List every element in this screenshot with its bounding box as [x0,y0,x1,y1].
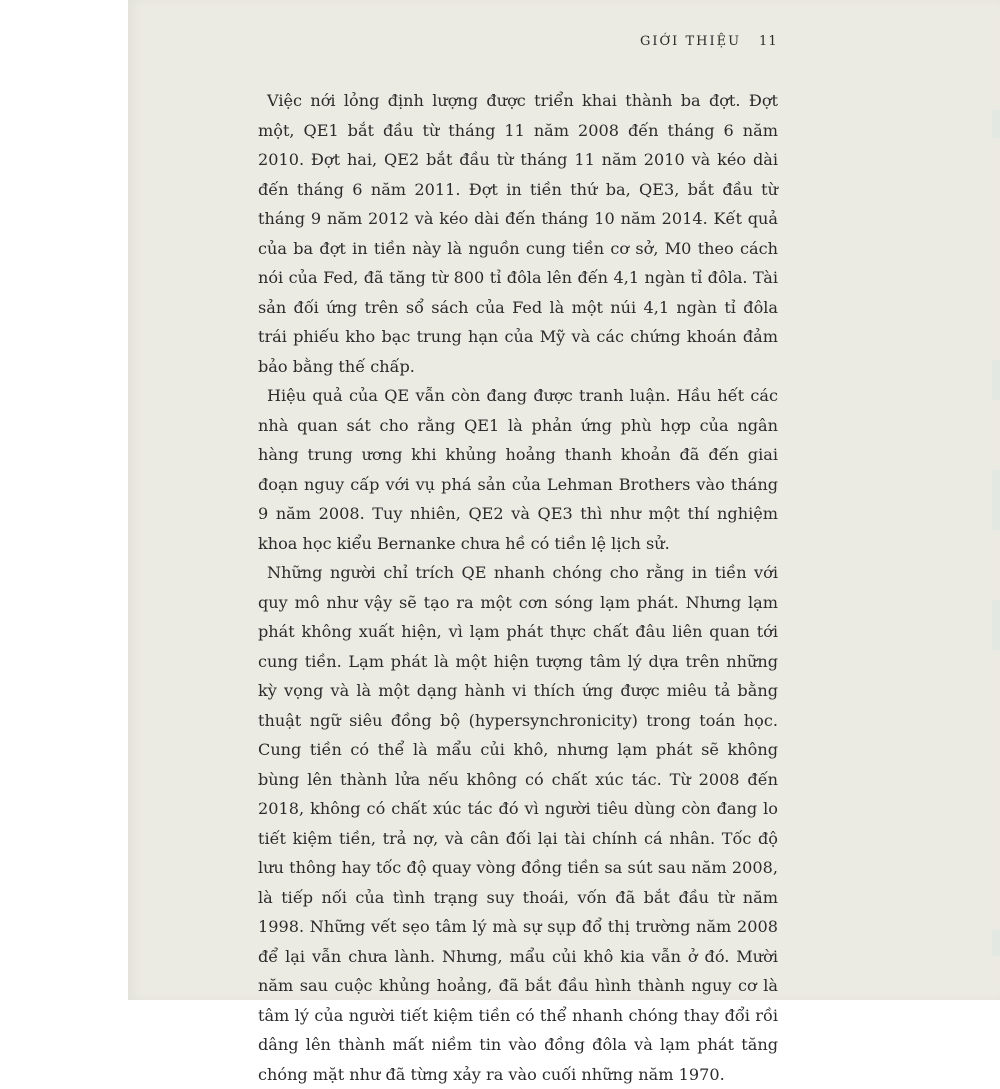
show-through-mark [992,600,1000,650]
show-through-mark [992,470,1000,530]
paragraph: Những người chỉ trích QE nhanh chóng cho rằng in tiền với quy mô như vậy sẽ tạo ra một cơn sóng lạm phát. Nhưng lạm phát không xuất hiện, vì lạm phát thực chất đâu liên quan tới cung tiền. Lạm phát là một hiện tượng tâm lý dựa trên những kỳ vọng và là một dạng hành vi thích ứng được miêu tả bằng thuật ngữ siêu đồng bộ (hypersynchronicity) trong toán học. Cung tiền có thể là mẩu củi khô, nhưng lạm phát sẽ không bùng lên thành lửa nếu không có chất xúc tác. Từ 2008 đến 2018, không có chất xúc tác đó vì người tiêu dùng còn đang lo tiết kiệm tiền, trả nợ, và cân đối lại tài chính cá nhân. Tốc độ lưu thông hay tốc độ quay vòng đồng tiền sa sút sau năm 2008, là tiếp nối của tình trạng suy thoái, vốn đã bắt đầu từ năm 1998. Những vết sẹo tâm lý mà sự sụp đổ thị trường năm 2008 để lại vẫn chưa lành. Nhưng, mẩu củi khô kia vẫn ở đó. Mười năm sau cuộc khủng hoảng, đã bắt đầu hình thành nguy cơ là tâm lý của người tiết kiệm tiền có thể nhanh chóng thay đổi rồi dâng lên thành mất niềm tin vào đồng đôla và lạm phát tăng chóng mặt như đã từng xảy ra vào cuối những năm 1970. [258,563,778,1084]
page-number: 11 [759,34,778,49]
paragraph: Việc nới lỏng định lượng được triển khai thành ba đợt. Đợt một, QE1 bắt đầu từ tháng 11 năm 2008 đến tháng 6 năm 2010. Đợt hai, QE2 bắt đầu từ tháng 11 năm 2010 và kéo dài đến tháng 6 năm 2011. Đợt in tiền thứ ba, QE3, bắt đầu từ tháng 9 năm 2012 và kéo dài đến tháng 10 năm 2014. Kết quả của ba đợt in tiền này là nguồn cung tiền cơ sở, M0 theo cách nói của Fed, đã tăng từ 800 tỉ đôla lên đến 4,1 ngàn tỉ đôla. Tài sản đối ứng trên sổ sách của Fed là một núi 4,1 ngàn tỉ đôla trái phiếu kho bạc trung hạn của Mỹ và các chứng khoán đảm bảo bằng thế chấp. [258,91,778,376]
show-through-mark [992,930,1000,956]
running-head [640,34,778,49]
section-title: GIỚI THIỆU [640,34,742,49]
show-through-mark [992,360,1000,400]
paragraph: Hiệu quả của QE vẫn còn đang được tranh luận. Hầu hết các nhà quan sát cho rằng QE1 là phản ứng phù hợp của ngân hàng trung ương khi khủng hoảng thanh khoản đã đến giai đoạn nguy cấp với vụ phá sản của Lehman Brothers vào tháng 9 năm 2008. Tuy nhiên, QE2 và QE3 thì như một thí nghiệm khoa học kiểu Bernanke chưa hề có tiền lệ lịch sử. [258,386,778,553]
body-text [258,86,778,1089]
show-through-mark [992,110,1000,138]
